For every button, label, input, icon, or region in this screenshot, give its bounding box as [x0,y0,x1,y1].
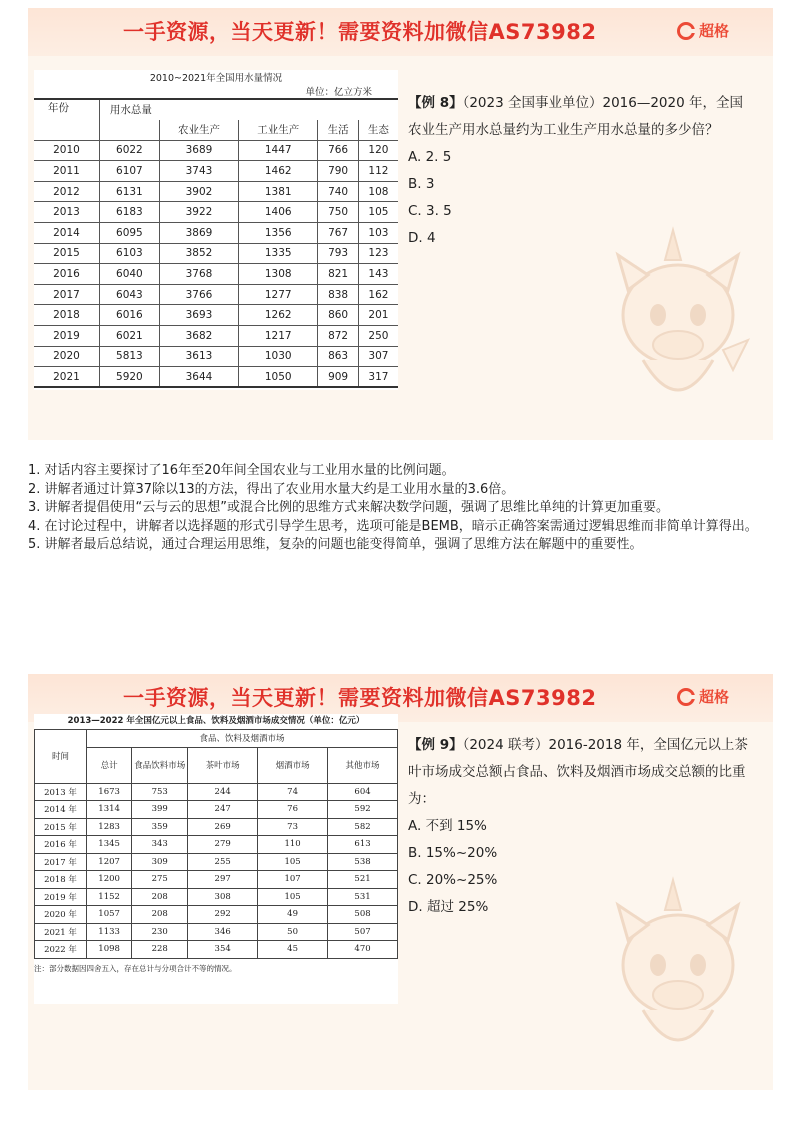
table-cell: 1050 [239,367,318,388]
market-table [34,729,398,959]
header-other: 其他市场 [328,747,398,783]
table-cell: 6043 [99,284,159,305]
header-group: 食品、饮料及烟酒市场 [87,730,398,748]
table-cell: 521 [328,871,398,889]
table-cell: 6131 [99,181,159,202]
table-cell: 297 [188,871,258,889]
row-label: 2018 年 [35,871,87,889]
table-cell: 230 [132,923,188,941]
table-row [34,223,398,244]
row-label: 2014 年 [35,801,87,819]
table-cell: 860 [318,305,359,326]
table-cell: 1057 [87,906,132,924]
table-cell: 105 [258,888,328,906]
table-cell: 872 [318,326,359,347]
table-row [34,346,398,367]
table-cell: 1447 [239,140,318,161]
table-note: 注：部分数据因四舍五入，存在总计与分项合计不等的情况。 [34,963,237,973]
table-cell: 1152 [87,888,132,906]
water-usage-table-panel [34,70,398,390]
header-time: 时间 [35,730,87,784]
option-c[interactable]: C. 3. 5 [408,203,452,219]
table-cell: 3869 [159,223,238,244]
table-row [34,243,398,264]
table-cell: 592 [328,801,398,819]
table-cell: 1200 [87,871,132,889]
table-cell: 6103 [99,243,159,264]
table-cell: 103 [358,223,398,244]
table-cell: 1207 [87,853,132,871]
table-cell: 3852 [159,243,238,264]
logo-text: 超格 [698,22,729,40]
table-cell: 5920 [99,367,159,388]
table-row [34,264,398,285]
table-row [35,853,398,871]
table-cell: 275 [132,871,188,889]
table-cell: 470 [328,941,398,959]
header-liquor: 烟酒市场 [258,747,328,783]
table-cell: 1381 [239,181,318,202]
table-row [34,326,398,347]
table-cell: 244 [188,783,258,801]
table-cell: 3922 [159,202,238,223]
table-row [35,783,398,801]
table-cell: 112 [358,161,398,182]
option-b[interactable]: B. 3 [408,176,435,192]
table-cell: 1277 [239,284,318,305]
table-cell: 143 [358,264,398,285]
table-cell: 1262 [239,305,318,326]
summary-item: 1. 对话内容主要探讨了16年至20年间全国农业与工业用水量的比例问题。 [28,463,455,478]
row-label: 2020 [34,346,99,367]
summary-item: 3. 讲解者提倡使用“云与云的思想”或混合比例的思维方式来解决数学问题，强调了思维比单纯的计算更加重要。 [28,500,670,515]
row-label: 2021 [34,367,99,388]
question-example-9 [408,732,753,921]
row-label: 2018 [34,305,99,326]
table-cell: 909 [318,367,359,388]
table-cell: 1335 [239,243,318,264]
row-label: 2019 年 [35,888,87,906]
logo-text: 超格 [698,688,729,706]
table-cell: 1030 [239,346,318,367]
table-row [35,801,398,819]
market-table-panel [34,714,398,1004]
row-label: 2015 年 [35,818,87,836]
table-cell: 76 [258,801,328,819]
table-row [35,871,398,889]
table-cell: 508 [328,906,398,924]
table-cell: 110 [258,836,328,854]
table-cell: 531 [328,888,398,906]
table-row [34,305,398,326]
table-cell: 105 [358,202,398,223]
header-year: 年份 [34,99,99,140]
option-c[interactable]: C. 20%~25% [408,872,498,888]
summary-item: 5. 讲解者最后总结说，通过合理运用思维，复杂的问题也能变得简单，强调了思维方法在解题中的重要性。 [28,537,643,552]
table-row [34,140,398,161]
option-a[interactable]: A. 2. 5 [408,149,452,165]
table-cell: 1356 [239,223,318,244]
table-cell: 793 [318,243,359,264]
row-label: 2021 年 [35,923,87,941]
table-cell: 6022 [99,140,159,161]
table-cell: 753 [132,783,188,801]
table-cell: 3902 [159,181,238,202]
table-cell: 821 [318,264,359,285]
row-label: 2022 年 [35,941,87,959]
table-cell: 1217 [239,326,318,347]
row-label: 2015 [34,243,99,264]
table-cell: 766 [318,140,359,161]
row-label: 2012 [34,181,99,202]
table-cell: 3768 [159,264,238,285]
table-cell: 6016 [99,305,159,326]
logo-icon [677,688,695,706]
row-label: 2017 年 [35,853,87,871]
table-cell: 49 [258,906,328,924]
brand-logo [677,686,729,707]
table-row [35,906,398,924]
summary-item: 2. 讲解者通过计算37除以13的方法，得出了农业用水量大约是工业用水量的3.6倍。 [28,481,515,497]
table-cell: 1314 [87,801,132,819]
table-cell: 250 [358,326,398,347]
table-cell: 6040 [99,264,159,285]
table-cell: 538 [328,853,398,871]
table-cell: 359 [132,818,188,836]
table-cell: 343 [132,836,188,854]
table-cell: 790 [318,161,359,182]
table-cell: 613 [328,836,398,854]
table-cell: 201 [358,305,398,326]
row-label: 2013 [34,202,99,223]
water-usage-table [34,98,398,388]
table-cell: 863 [318,346,359,367]
table-cell: 1308 [239,264,318,285]
table-cell: 767 [318,223,359,244]
table-cell: 123 [358,243,398,264]
table-cell: 6107 [99,161,159,182]
table-cell: 1133 [87,923,132,941]
question-example-8 [408,90,753,252]
table-cell: 1283 [87,818,132,836]
table-cell: 1098 [87,941,132,959]
row-label: 2019 [34,326,99,347]
table-cell: 1406 [239,202,318,223]
logo-icon [677,22,695,40]
row-label: 2011 [34,161,99,182]
table-cell: 5813 [99,346,159,367]
table-cell: 255 [188,853,258,871]
table-cell: 346 [188,923,258,941]
header-life: 生活 [318,120,359,141]
table-cell: 399 [132,801,188,819]
header-total: 总计 [87,747,132,783]
slide-example-9 [28,674,773,1090]
table-row [35,888,398,906]
table-cell: 208 [132,888,188,906]
table-cell: 317 [358,367,398,388]
summary-list [28,462,773,555]
table-cell: 582 [328,818,398,836]
banner-text: 一手资源，当天更新！需要资料加微信AS73982 [123,20,597,44]
option-d[interactable]: D. 超过 25% [408,899,489,915]
table-row [35,818,398,836]
table-cell: 108 [358,181,398,202]
row-label: 2010 [34,140,99,161]
question-tag: 【例 8】 [408,95,463,111]
table-cell: 1345 [87,836,132,854]
header-tea: 茶叶市场 [188,747,258,783]
table-cell: 45 [258,941,328,959]
table-cell: 308 [188,888,258,906]
row-label: 2016 年 [35,836,87,854]
table-cell: 507 [328,923,398,941]
header-total-blank [99,120,159,141]
row-label: 2016 [34,264,99,285]
question-text: （2024 联考）2016-2018 年，全国亿元以上茶叶市场成交总额占食品、饮料及烟酒市场成交总额的比重为： [408,737,748,807]
row-label: 2013 年 [35,783,87,801]
table-cell: 3644 [159,367,238,388]
table-cell: 292 [188,906,258,924]
table-cell: 105 [258,853,328,871]
table-row [34,367,398,388]
header-food: 食品饮料市场 [132,747,188,783]
row-label: 2017 [34,284,99,305]
question-stem [408,90,753,144]
table-unit: 单位：亿立方米 [305,87,372,98]
header-indus: 工业生产 [239,120,318,141]
header-agri: 农业生产 [159,120,238,141]
slide-example-8 [28,8,773,440]
table-cell: 73 [258,818,328,836]
table-row [35,941,398,959]
table-cell: 3693 [159,305,238,326]
table-cell: 750 [318,202,359,223]
table-cell: 50 [258,923,328,941]
table-cell: 3689 [159,140,238,161]
table-cell: 279 [188,836,258,854]
row-label: 2020 年 [35,906,87,924]
table-cell: 1673 [87,783,132,801]
table-cell: 120 [358,140,398,161]
table-cell: 247 [188,801,258,819]
table-cell: 3766 [159,284,238,305]
table-cell: 3682 [159,326,238,347]
table-cell: 6183 [99,202,159,223]
table-cell: 3743 [159,161,238,182]
table-cell: 269 [188,818,258,836]
table-row [35,836,398,854]
question-text: （2023 全国事业单位）2016—2020 年，全国农业生产用水总量约为工业生产用水总量的多少倍？ [408,95,743,138]
header-total: 用水总量 [99,99,398,120]
table-cell: 604 [328,783,398,801]
table-row [34,284,398,305]
option-d[interactable]: D. 4 [408,230,436,246]
table-cell: 6021 [99,326,159,347]
table-cell: 1462 [239,161,318,182]
brand-logo [677,20,729,41]
table-title: 2010~2021年全国用水量情况 [149,73,283,84]
table-cell: 3613 [159,346,238,367]
table-cell: 354 [188,941,258,959]
header-eco: 生态 [358,120,398,141]
table-cell: 74 [258,783,328,801]
question-stem [408,732,753,813]
table-cell: 107 [258,871,328,889]
table-cell: 307 [358,346,398,367]
table-row [35,923,398,941]
option-b[interactable]: B. 15%~20% [408,845,498,861]
row-label: 2014 [34,223,99,244]
banner-text: 一手资源，当天更新！需要资料加微信AS73982 [123,686,597,710]
table-cell: 740 [318,181,359,202]
table-title: 2013—2022 年全国亿元以上食品、饮料及烟酒市场成交情况（单位：亿元） [67,716,365,726]
table-row [34,181,398,202]
table-cell: 162 [358,284,398,305]
option-a[interactable]: A. 不到 15% [408,818,487,834]
table-cell: 309 [132,853,188,871]
table-cell: 6095 [99,223,159,244]
table-row [34,161,398,182]
table-row [34,202,398,223]
summary-item: 4. 在讨论过程中，讲解者以选择题的形式引导学生思考，选项可能是BEMB，暗示正确答案需通过逻辑思维而非简单计算得出。 [28,518,758,534]
promo-banner [28,8,773,56]
table-cell: 838 [318,284,359,305]
table-cell: 208 [132,906,188,924]
question-tag: 【例 9】 [408,737,463,753]
table-cell: 228 [132,941,188,959]
